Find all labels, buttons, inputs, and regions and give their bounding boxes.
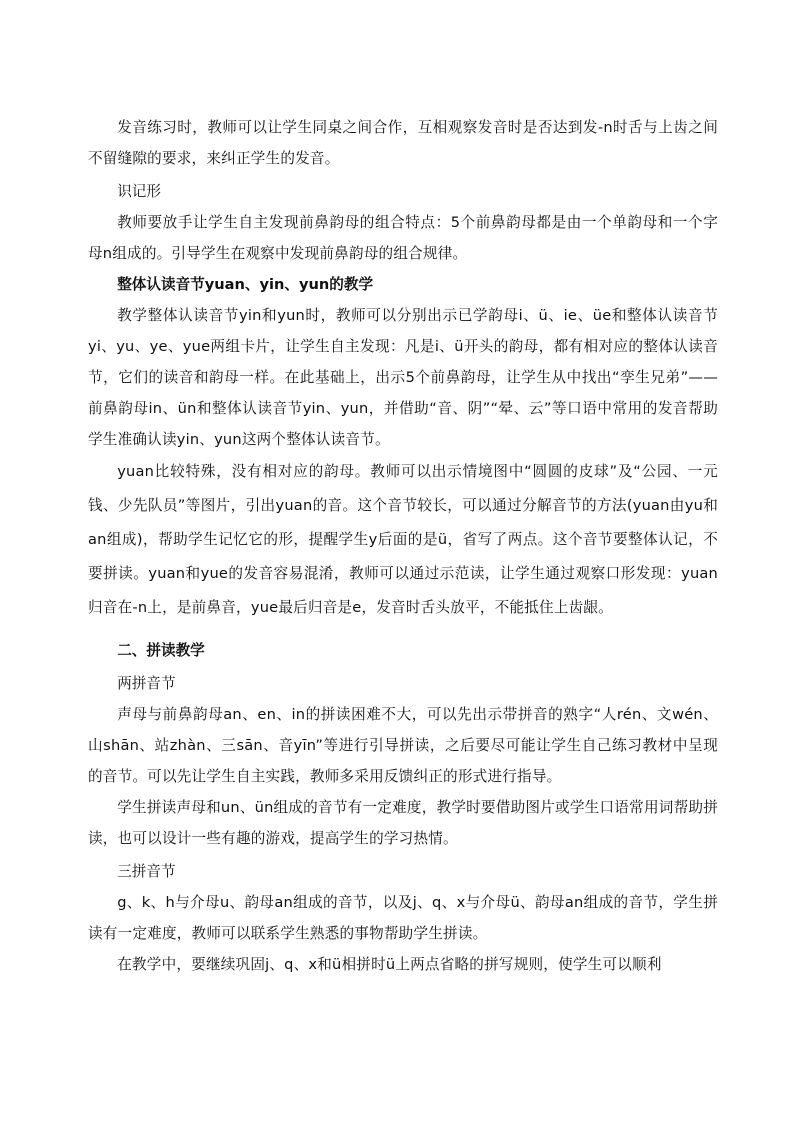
- heading-whole-syllables: 整体认读音节yuan、yin、yun的教学: [117, 276, 374, 293]
- paragraph-two-part-syllables: 声母与前鼻韵母an、en、in的拼读困难不大，可以先出示带拼音的熟字“人rén、文wén、山shān、站zhàn、三sān、音yīn”等进行引导拼读，之后要尽可能让学生自己练习教材中呈现的音节。可以先让学生自主实践，教师多采用反馈纠正的形式进行指导。: [88, 706, 718, 785]
- paragraph-yuan-teaching: yuan比较特殊，没有相对应的韵母。教师可以出示情境图中“圆圆的皮球”及“公园、一元钱、少先队员”等图片，引出yuan的音。这个音节较长，可以通过分解音节的方法(yuan由yu和an组成)，帮助学生记忆它的形，提醒学生y后面的是ü，省写了两点。这个音节要整体认记，不要拼读。yuan和yue的发音容易混淆，教师可以通过示范读，让学生通过观察口形发现：yuan归音在-n上，是前鼻音，yue最后归音是e，发音时舌头放平，不能抵住上齿龈。: [88, 463, 718, 616]
- document-body: [88, 112, 718, 980]
- paragraph-three-part-syllables: g、k、h与介母u、韵母an组成的音节，以及j、q、x与介母ü、韵母an组成的音节，学生拼读有一定难度，教师可以联系学生熟悉的事物帮助学生拼读。: [88, 894, 718, 942]
- paragraph-yin-yun-teaching: 教学整体认读音节yin和yun时，教师可以分别出示已学韵母i、ü、ie、üe和整体认读音节yi、yu、ye、yue两组卡片，让学生自主发现：凡是i、ü开头的韵母，都有相对应的整体认读音节，它们的读音和韵母一样。在此基础上，出示5个前鼻韵母，让学生从中找出“孪生兄弟”——前鼻韵母in、ün和整体认读音节yin、yun，并借助“音、阴”“晕、云”等口语中常用的发音帮助学生准确认读yin、yun这两个整体认读音节。: [88, 307, 718, 448]
- heading-two-part-syllables: 两拼音节: [117, 675, 176, 692]
- heading-spelling-teaching: 二、拼读教学: [117, 642, 205, 659]
- paragraph-un-un-syllables: 学生拼读声母和un、ün组成的音节有一定难度，教学时要借助图片或学生口语常用词帮助拼读，也可以设计一些有趣的游戏，提高学生的学习热情。: [88, 799, 718, 847]
- paragraph-spelling-rule: 在教学中，要继续巩固j、q、x和ü相拼时ü上两点省略的拼写规则，使学生可以顺利: [117, 956, 662, 973]
- paragraph-front-nasal-finals: 教师要放手让学生自主发现前鼻韵母的组合特点：5个前鼻韵母都是由一个单韵母和一个字母n组成的。引导学生在观察中发现前鼻韵母的组合规律。: [88, 214, 718, 262]
- heading-three-part-syllables: 三拼音节: [117, 863, 176, 880]
- paragraph-pronunciation-practice: 发音练习时，教师可以让学生同桌之间合作，互相观察发音时是否达到发-n时舌与上齿之间不留缝隙的要求，来纠正学生的发音。: [88, 119, 718, 167]
- heading-memorize-form: 识记形: [117, 183, 161, 200]
